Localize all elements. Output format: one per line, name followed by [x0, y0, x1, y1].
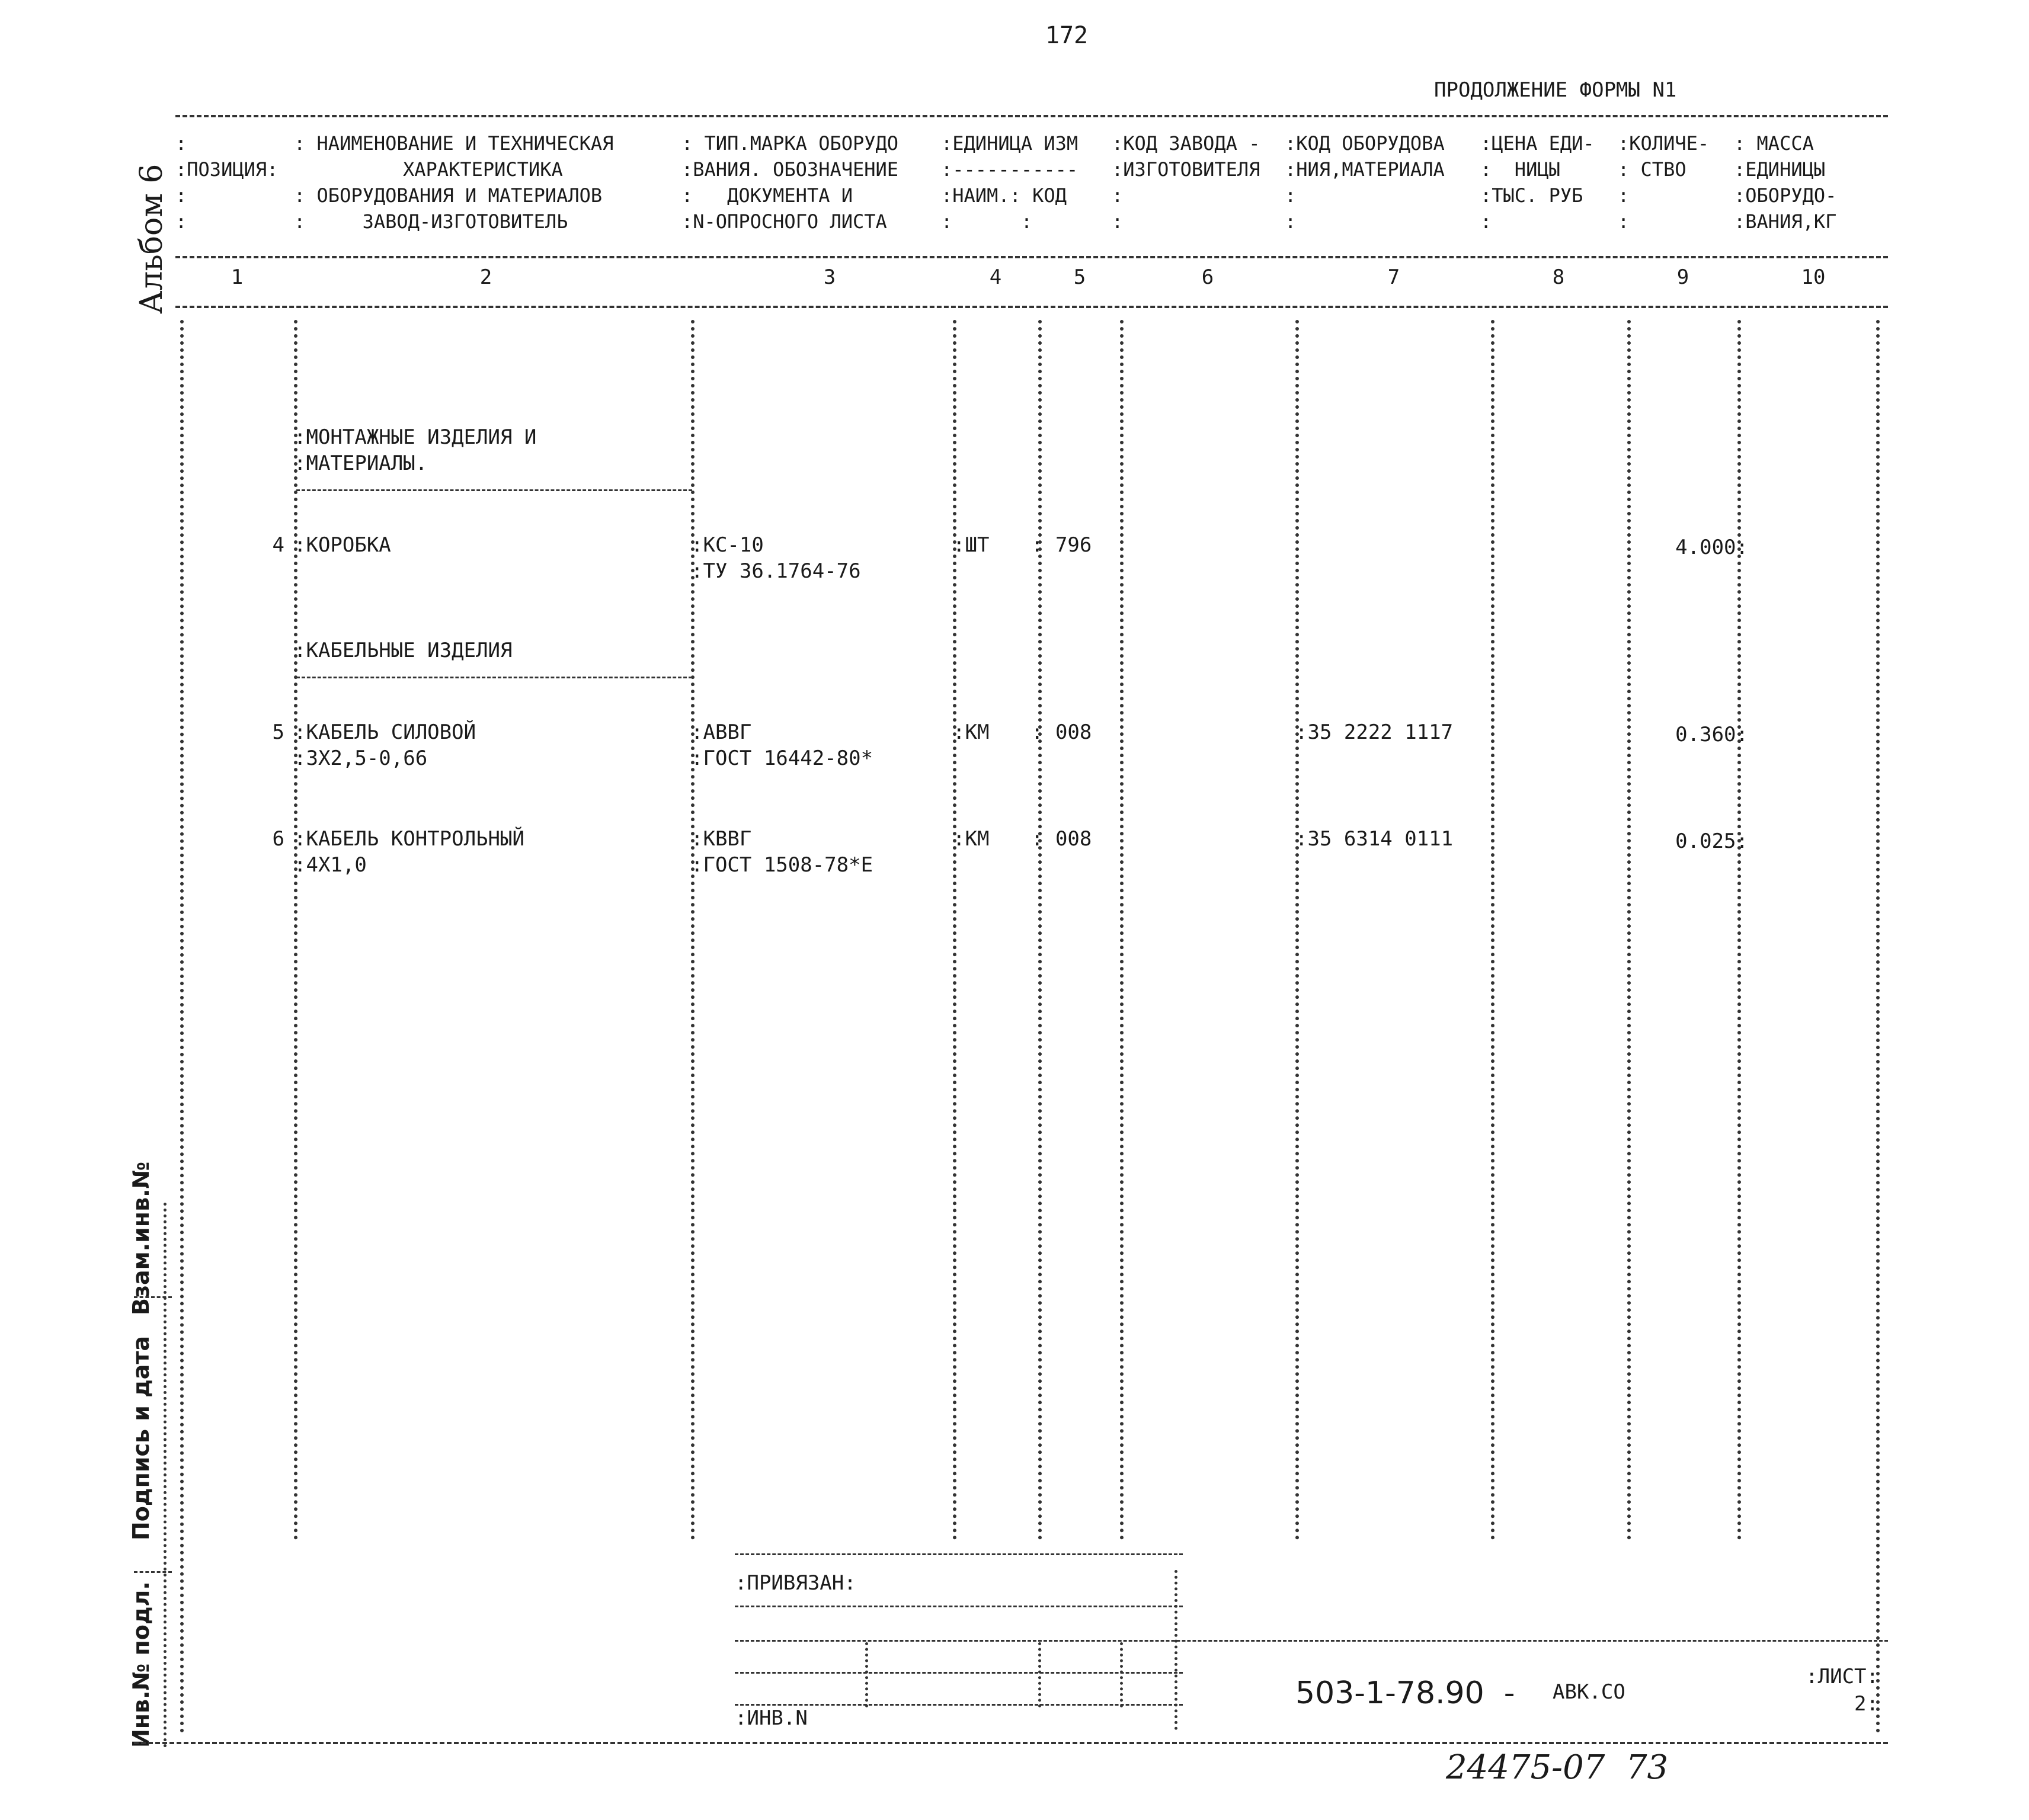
- table-bottom-border: [134, 1742, 1888, 1744]
- title-block-line: [1038, 1642, 1041, 1707]
- page-number: 172: [1045, 22, 1089, 49]
- row-quantity: 0.360:: [1675, 723, 1748, 746]
- header-col2-line2: ХАРАКТЕРИСТИКА: [403, 158, 563, 181]
- column-numbers-separator: [175, 306, 1888, 308]
- column-separator: [294, 320, 297, 1540]
- row-unit: :КМ: [953, 720, 990, 744]
- row-type-line2: :ГОСТ 16442-80*: [691, 746, 873, 770]
- section-mounting-line1: :МОНТАЖНЫЕ ИЗДЕЛИЯ И: [294, 425, 537, 449]
- header-col7-line3: :: [1285, 184, 1297, 207]
- title-block-line: [735, 1640, 1888, 1642]
- stamp-border-line: [164, 1203, 167, 1748]
- header-col1-line1: :: [175, 132, 187, 155]
- header-col9-line3: :: [1618, 184, 1630, 207]
- header-col3-line4: :N-ОПРОСНОГО ЛИСТА: [681, 210, 887, 233]
- header-col45-line2: :-----------: [941, 158, 1078, 181]
- header-col1-line4: :: [175, 210, 187, 233]
- column-number: 7: [1387, 265, 1400, 289]
- row-unit-code: : 008: [1031, 827, 1092, 851]
- header-col2-line4: : ЗАВОД-ИЗГОТОВИТЕЛЬ: [294, 210, 568, 233]
- row-unit-code: : 008: [1031, 720, 1092, 744]
- row-name-line1: :КАБЕЛЬ СИЛОВОЙ: [294, 720, 476, 744]
- title-block-line: [1120, 1642, 1123, 1707]
- header-col45-line1: :ЕДИНИЦА ИЗМ: [941, 132, 1078, 155]
- header-col8-line3: :ТЫС. РУБ: [1480, 184, 1583, 207]
- header-col6-line1: :КОД ЗАВОДА -: [1112, 132, 1260, 155]
- header-col8-line2: : НИЦЫ: [1480, 158, 1560, 181]
- header-col2-line3: : ОБОРУДОВАНИЯ И МАТЕРИАЛОВ: [294, 184, 603, 207]
- header-col45-line4: : :: [941, 210, 1033, 233]
- row-type-line2: :ГОСТ 1508-78*Е: [691, 853, 873, 877]
- row-name-line2: :4Х1,0: [294, 853, 367, 877]
- row-unit: :КМ: [953, 827, 990, 851]
- header-col3-line2: :ВАНИЯ. ОБОЗНАЧЕНИЕ: [681, 158, 899, 181]
- row-quantity: 0.025:: [1675, 829, 1748, 853]
- document-suffix: АВК.СО: [1553, 1680, 1625, 1704]
- header-col7-line4: :: [1285, 210, 1297, 233]
- header-col6-line4: :: [1112, 210, 1124, 233]
- row-position: 6: [272, 827, 284, 851]
- title-block-line: [735, 1672, 1183, 1674]
- row-equipment-code: :35 2222 1117: [1295, 720, 1454, 744]
- album-label: Альбом 6: [134, 164, 169, 314]
- column-separator: [953, 320, 956, 1540]
- column-number: 2: [479, 265, 492, 289]
- sheet-label: :ЛИСТ:: [1806, 1665, 1878, 1688]
- column-separator: [1038, 320, 1042, 1540]
- privyazan-label: :ПРИВЯЗАН:: [735, 1571, 856, 1595]
- row-quantity: 4.000:: [1675, 536, 1748, 559]
- section-mounting-line2: :МАТЕРИАЛЫ.: [294, 451, 428, 475]
- section-cable-products: :КАБЕЛЬНЫЕ ИЗДЕЛИЯ: [294, 639, 513, 662]
- column-separator: [1737, 320, 1741, 1540]
- table-top-border: [175, 115, 1888, 117]
- sheet-number: 2:: [1854, 1692, 1878, 1716]
- header-col9-line2: : СТВО: [1618, 158, 1686, 181]
- header-col8-line4: :: [1480, 210, 1492, 233]
- column-separator: [1627, 320, 1631, 1540]
- stamp-podpis-data: Подпись и дата: [128, 1335, 154, 1540]
- column-separator: [1295, 320, 1299, 1540]
- row-name-line1: :КАБЕЛЬ КОНТРОЛЬНЫЙ: [294, 827, 524, 851]
- section-underline: [296, 677, 692, 678]
- column-number: 6: [1201, 265, 1214, 289]
- title-block-line: [1174, 1570, 1177, 1730]
- column-number: 10: [1801, 265, 1826, 289]
- header-col2-line1: : НАИМЕНОВАНИЕ И ТЕХНИЧЕСКАЯ: [294, 132, 614, 155]
- handwritten-number: 24475-07 73: [1446, 1748, 1669, 1787]
- column-number: 5: [1073, 265, 1086, 289]
- row-type-line1: :АВВГ: [691, 720, 752, 744]
- column-separator: [1491, 320, 1494, 1540]
- column-number: 4: [989, 265, 1002, 289]
- header-col7-line1: :КОД ОБОРУДОВА: [1285, 132, 1445, 155]
- header-col6-line2: :ИЗГОТОВИТЕЛЯ: [1112, 158, 1260, 181]
- header-col7-line2: :НИЯ,МАТЕРИАЛА: [1285, 158, 1445, 181]
- form-title: ПРОДОЛЖЕНИЕ ФОРМЫ N1: [1434, 78, 1677, 102]
- header-col10-line3: :ОБОРУДО-: [1734, 184, 1837, 207]
- header-col10-line4: :ВАНИЯ,КГ: [1734, 210, 1837, 233]
- column-number: 3: [823, 265, 836, 289]
- title-block-line: [735, 1704, 1183, 1706]
- row-position: 5: [272, 720, 284, 744]
- row-unit-code: : 796: [1031, 533, 1092, 557]
- header-col9-line1: :КОЛИЧЕ-: [1618, 132, 1710, 155]
- row-type-line1: :КС-10: [691, 533, 764, 557]
- row-name-line2: :3Х2,5-0,66: [294, 746, 428, 770]
- header-col10-line1: : МАССА: [1734, 132, 1814, 155]
- row-position: 4: [272, 533, 284, 557]
- header-col3-line3: : ДОКУМЕНТА И: [681, 184, 853, 207]
- header-col3-line1: : ТИП.МАРКА ОБОРУДО: [681, 132, 899, 155]
- inv-n-label: :ИНВ.N: [735, 1706, 808, 1730]
- column-number: 1: [231, 265, 244, 289]
- title-block-line: [865, 1642, 868, 1707]
- section-underline: [296, 489, 692, 491]
- row-name-line1: :КОРОБКА: [294, 533, 391, 557]
- column-separator: [180, 320, 184, 1734]
- row-unit: :ШТ: [953, 533, 990, 557]
- header-col1-line2: :ПОЗИЦИЯ:: [175, 158, 279, 181]
- column-separator: [1876, 320, 1880, 1734]
- column-separator: [691, 320, 695, 1540]
- header-col8-line1: :ЦЕНА ЕДИ-: [1480, 132, 1595, 155]
- stamp-vzam-inv: Взам.инв.№: [128, 1161, 154, 1315]
- title-block-line: [735, 1553, 1183, 1555]
- column-separator: [1120, 320, 1124, 1540]
- document-code: 503-1-78.90 -: [1295, 1675, 1515, 1711]
- row-equipment-code: :35 6314 0111: [1295, 827, 1454, 851]
- title-block-line: [735, 1606, 1183, 1607]
- stamp-inv-podl: Инв.№ подл.: [128, 1581, 154, 1748]
- header-separator: [175, 256, 1888, 258]
- header-col6-line3: :: [1112, 184, 1124, 207]
- header-col9-line4: :: [1618, 210, 1630, 233]
- column-number: 8: [1552, 265, 1565, 289]
- header-col10-line2: :ЕДИНИЦЫ: [1734, 158, 1826, 181]
- header-col45-line3: :НАИМ.: КОД: [941, 184, 1067, 207]
- row-type-line2: :ТУ 36.1764-76: [691, 559, 861, 583]
- header-col1-line3: :: [175, 184, 187, 207]
- column-number: 9: [1676, 265, 1689, 289]
- row-type-line1: :КВВГ: [691, 827, 752, 851]
